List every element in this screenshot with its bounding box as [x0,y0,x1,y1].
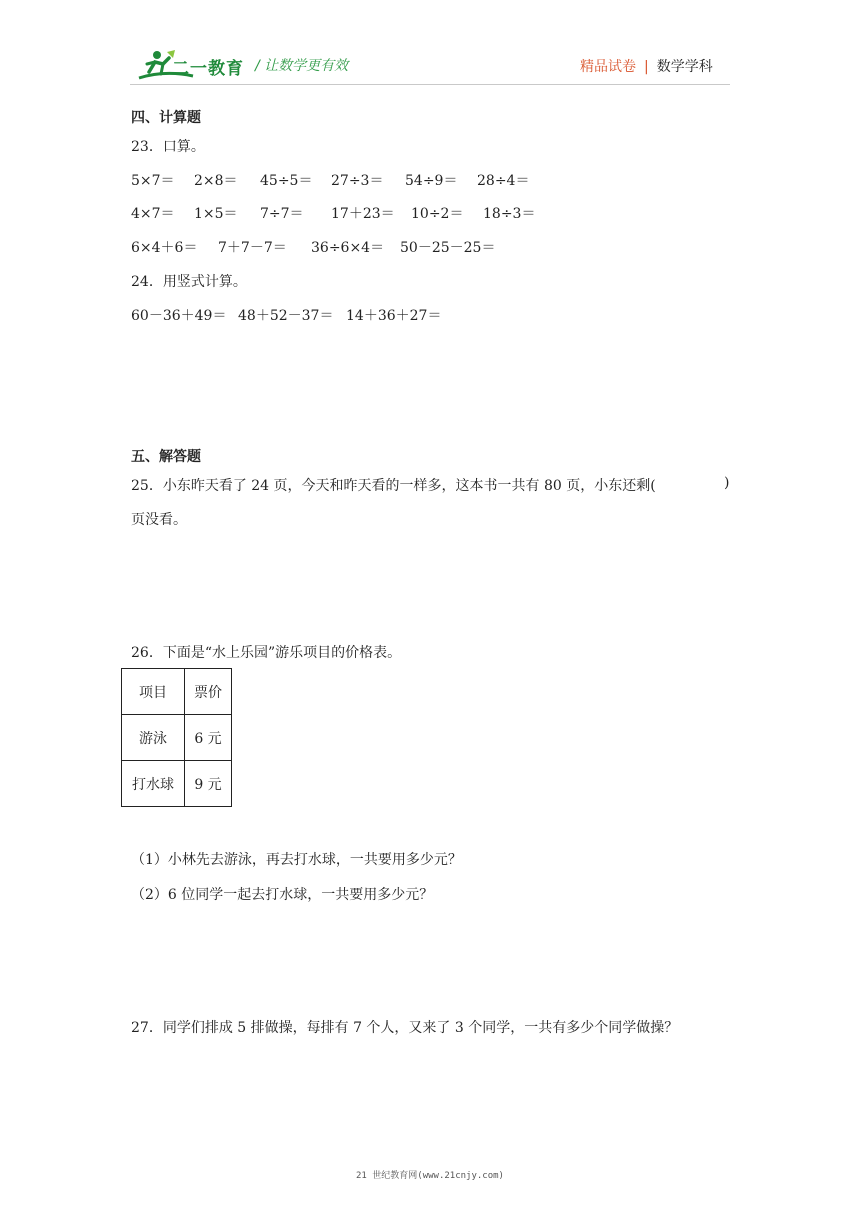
table-header-cell: 票价 [185,669,232,715]
q23-r3-item2: 7＋7－7＝ [218,240,287,256]
question-24-label: 24．用竖式计算。 [131,274,247,290]
q23-r1-item3: 45÷5＝ [260,173,313,189]
question-25-line1: 25．小东昨天看了 24 页，今天和昨天看的一样多，这本书一共有 80 页，小东还剩( [131,478,656,494]
q23-r2-item5: 10÷2＝ [411,206,464,222]
question-26-sub1: （1）小林先去游泳，再去打水球，一共要用多少元？ [131,852,462,868]
table-row [122,715,232,761]
table-cell: 6 元 [185,715,232,761]
question-26-label: 26．下面是“水上乐园”游乐项目的价格表。 [131,645,402,661]
page-footer: 21 世纪教育网(www.21cnjy.com) [356,1171,504,1181]
table-row [122,761,232,807]
table-header-row [122,669,232,715]
q23-r1-item1: 5×7＝ [131,173,175,189]
header-labels [580,56,713,76]
q23-r2-item4: 17＋23＝ [331,206,395,222]
section-title-calculation: 四、计算题 [131,110,201,126]
question-25-line2: 页没看。 [131,512,187,528]
q24-item1: 60－36＋49＝ [131,308,227,324]
header-separator: | [644,59,649,75]
q23-r2-item1: 4×7＝ [131,206,175,222]
table-cell: 游泳 [122,715,185,761]
header-label-left: 精品试卷 [580,59,636,75]
section-title-word-problems: 五、解答题 [131,449,201,465]
question-23-label: 23．口算。 [131,139,205,155]
q23-r3-item1: 6×4＋6＝ [131,240,198,256]
q23-r2-item6: 18÷3＝ [483,206,536,222]
header-divider [130,84,730,85]
table-cell: 打水球 [122,761,185,807]
table-cell: 9 元 [185,761,232,807]
q23-r2-item3: 7÷7＝ [260,206,304,222]
q23-r1-item6: 28÷4＝ [477,173,530,189]
q23-r1-item4: 27÷3＝ [331,173,384,189]
q24-item3: 14＋36＋27＝ [346,308,442,324]
question-27-label: 27．同学们排成 5 排做操，每排有 7 个人，又来了 3 个同学，一共有多少个同学做操？ [131,1020,679,1036]
header-label-right: 数学学科 [656,59,713,75]
q23-r2-item2: 1×5＝ [194,206,238,222]
q23-r1-item5: 54÷9＝ [405,173,458,189]
q23-r3-item4: 50－25－25＝ [400,240,496,256]
question-26-sub2: （2）6 位同学一起去打水球，一共要用多少元？ [131,887,434,903]
question-25-blank-close: ) [724,475,730,491]
q24-item2: 48＋52－37＝ [238,308,334,324]
q23-r1-item2: 2×8＝ [194,173,238,189]
q23-r3-item3: 36÷6×4＝ [311,240,385,256]
brand-slogan: / 让数学更有效 [255,58,349,74]
price-table [121,668,232,807]
table-header-cell: 项目 [122,669,185,715]
brand-name: 二一教育 [172,59,244,79]
